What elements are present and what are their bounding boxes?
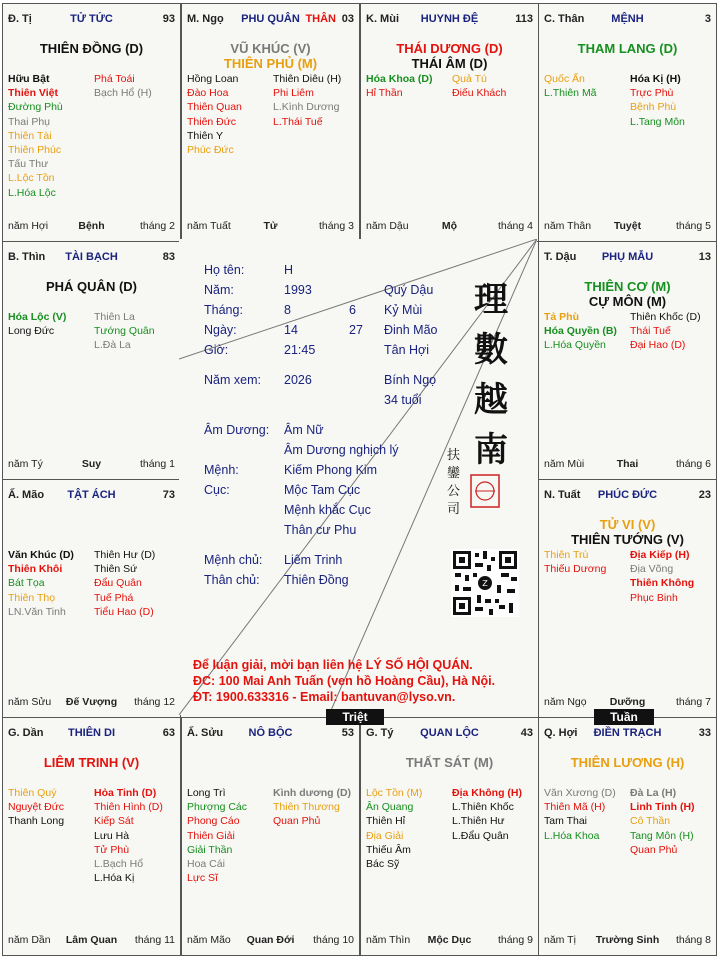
minor-star: Hữu Bật: [8, 73, 50, 85]
star-column-left: [8, 310, 66, 338]
palace-than: [538, 3, 717, 242]
minor-star: Thiên Phúc: [8, 144, 62, 157]
minor-star: Tướng Quân: [94, 325, 155, 338]
value-am-duong-2: Âm Dương nghịch lý: [284, 443, 399, 457]
minor-star: L.Bạch Hổ: [94, 858, 144, 871]
value-nam-can-chi: Quý Dậu: [384, 283, 434, 297]
value-than-chu: Thiên Đồng: [284, 573, 349, 587]
foot-year: năm Dần: [8, 934, 51, 946]
minor-star: Thiên Hình (D): [94, 801, 163, 814]
label-gio: Giờ:: [204, 343, 229, 357]
minor-star: Lực Sĩ: [187, 872, 218, 885]
palace-house-name: THIÊN DI: [67, 727, 116, 739]
palace-number: 73: [162, 489, 175, 501]
palace-position: C. Thân: [544, 13, 585, 25]
palace-number: 33: [698, 727, 711, 739]
value-menh: Kiếm Phong Kim: [284, 463, 378, 477]
palace-position: N. Tuất: [544, 489, 581, 501]
palace-house-name: TẬT ÁCH: [67, 489, 116, 501]
minor-star: LN.Văn Tinh: [8, 605, 66, 618]
foot-stage: Suy: [81, 458, 102, 470]
palace-position: Ấ. Sửu: [187, 727, 224, 739]
minor-star: L.Hóa Khoa: [544, 829, 600, 842]
palace-house-name: HUYNH ĐỆ: [420, 13, 479, 25]
minor-star: Thiên Trù: [544, 549, 589, 561]
minor-star: Tam Thai: [544, 815, 587, 828]
calligraphy-char: 數: [474, 330, 508, 370]
label-am-duong: Âm Dương:: [204, 423, 270, 437]
minor-star: Quả Tú: [452, 73, 487, 85]
palace-house-name: NÔ BỘC: [248, 727, 293, 739]
label-thang: Tháng:: [204, 303, 243, 317]
value-gio-can-chi: Tân Hợi: [384, 343, 430, 357]
foot-stage: Bệnh: [78, 220, 105, 232]
calligraphy-char: 南: [474, 430, 508, 470]
minor-star: Thiên Diêu (H): [273, 73, 342, 85]
value-nam-xem: 2026: [284, 373, 312, 387]
contact-line-1: Để luận giải, mời bạn liên hệ LÝ SỐ HỘI QUÁN.: [193, 658, 473, 672]
value-nam: 1993: [284, 283, 312, 297]
value-cuc-3: Thân cư Phu: [284, 523, 357, 537]
foot-stage: Mộc Dục: [427, 934, 472, 946]
minor-star: Đẩu Quân: [94, 577, 142, 590]
minor-star: Thiên Sứ: [94, 563, 138, 576]
value-menh-chu: Liêm Trinh: [284, 553, 343, 567]
minor-star: Phong Cáo: [187, 815, 240, 828]
foot-month: tháng 4: [497, 220, 533, 232]
star-column-right: [94, 72, 152, 100]
foot-month: tháng 11: [134, 934, 175, 946]
minor-star: L.Lộc Tồn: [8, 172, 55, 185]
value-ngay-am: 27: [349, 323, 363, 337]
minor-star: Thiên Thương: [273, 801, 340, 814]
star-column-right: [630, 72, 685, 129]
star-column-right: [94, 786, 163, 885]
palace-hoi: [538, 717, 717, 956]
value-am-duong: Âm Nữ: [284, 423, 324, 437]
minor-star: Thiên Đức: [187, 115, 237, 128]
star-column-left: [544, 310, 617, 353]
foot-month: tháng 12: [134, 696, 175, 708]
minor-star: Linh Tinh (H): [630, 801, 695, 814]
minor-star: Văn Xương (D): [544, 787, 616, 799]
star-column-right: [94, 310, 155, 353]
minor-star: Thiên Hỉ: [366, 815, 406, 828]
palace-number: 23: [698, 489, 711, 501]
foot-stage: Trường Sinh: [595, 934, 660, 946]
main-star: THIÊN CƠ (M): [584, 279, 671, 294]
foot-year: năm Tý: [8, 458, 43, 470]
star-column-right: [452, 786, 522, 843]
star-column-left: [187, 72, 242, 157]
minor-star: Hóa Quyền (B): [544, 325, 617, 338]
label-menh-chu: Mệnh chủ:: [204, 553, 263, 567]
minor-star: Nguyệt Đức: [8, 801, 65, 814]
calligraphy-char: 理: [474, 280, 508, 320]
palace-house-name: MỆNH: [611, 13, 644, 25]
foot-month: tháng 6: [675, 458, 711, 470]
minor-star: Tiểu Hao (D): [94, 605, 154, 618]
palace-ngo: [181, 3, 360, 242]
palace-position: Đ. Tị: [8, 13, 32, 25]
foot-month: tháng 5: [675, 220, 711, 232]
star-column-left: [544, 786, 616, 843]
minor-star: Đại Hao (D): [630, 339, 686, 352]
contact-line-2: ĐC: 100 Mai Anh Tuấn (ven hồ Hoàng Cầu), Hà Nội.: [193, 674, 496, 688]
palace-mao: [2, 479, 181, 718]
palace-ti: [2, 3, 181, 242]
main-star: THIÊN ĐỒNG (D): [39, 41, 144, 56]
foot-year: năm Dậu: [366, 220, 409, 232]
palace-position: M. Ngọ: [187, 13, 224, 25]
foot-stage: Lâm Quan: [65, 934, 118, 946]
foot-stage: Đế Vượng: [65, 696, 118, 708]
minor-star: Thiên Tài: [8, 129, 52, 142]
star-column-left: [544, 548, 606, 576]
palace-mui: [360, 3, 539, 242]
center-info-panel: [179, 239, 537, 715]
star-column-left: [8, 548, 74, 619]
minor-star: Cô Thần: [630, 815, 671, 828]
minor-star: L.Thiên Hư: [452, 815, 505, 828]
value-ngay-can-chi: Đinh Mão: [384, 323, 438, 337]
minor-star: L.Hóa Lộc: [8, 186, 56, 199]
value-cuc: Mộc Tam Cục: [284, 483, 361, 497]
star-column-right: [630, 786, 695, 857]
minor-star: Đà La (H): [630, 787, 677, 799]
minor-star: Thái Tuế: [630, 325, 671, 338]
minor-star: Thiên Khốc (D): [630, 311, 701, 323]
palace-house-name: TỬ TỨC: [70, 13, 113, 25]
minor-star: Văn Khúc (D): [8, 549, 74, 561]
foot-stage: Quan Đới: [246, 934, 295, 946]
minor-star: Tử Phù: [94, 843, 130, 856]
qr-code-icon: [451, 549, 519, 617]
palace-house-name: TÀI BẠCH: [65, 251, 118, 263]
value-thang-can-chi: Kỷ Mùi: [384, 303, 423, 317]
minor-star: Hồng Loan: [187, 73, 239, 85]
star-column-left: [8, 786, 64, 829]
minor-star: Trực Phù: [630, 87, 674, 100]
palace-number: 83: [162, 251, 175, 263]
minor-star: Hóa Khoa (D): [366, 73, 433, 85]
minor-star: Phúc Đức: [187, 144, 234, 157]
minor-star: Tấu Thư: [8, 158, 49, 171]
value-thang-am: 6: [349, 303, 356, 317]
palace-house-name: PHỤ MẪU: [601, 251, 654, 263]
minor-star: Phá Toái: [94, 73, 135, 85]
minor-star: Ân Quang: [366, 801, 414, 814]
palace-number: 93: [162, 13, 175, 25]
minor-star: Kình dương (D): [273, 787, 352, 799]
minor-star: Địa Kiếp (H): [630, 549, 690, 561]
minor-star: Hóa Kị (H): [630, 73, 681, 85]
foot-stage: Dưỡng: [609, 696, 646, 708]
minor-star: Thiên Hư (D): [94, 549, 156, 561]
minor-star: L.Hóa Kị: [94, 872, 135, 885]
foot-year: năm Tị: [544, 934, 576, 946]
foot-month: tháng 3: [318, 220, 354, 232]
foot-year: năm Mão: [187, 934, 231, 946]
foot-year: năm Sửu: [8, 696, 52, 708]
palace-number: 63: [162, 727, 175, 739]
minor-star: Hóa Lộc (V): [8, 311, 67, 323]
value-tuoi: 34 tuổi: [384, 393, 422, 407]
minor-star: Thiên Khôi: [8, 563, 63, 576]
minor-star: Thiếu Âm: [366, 843, 411, 856]
minor-star: Hoa Cái: [187, 858, 225, 871]
minor-star: Tang Môn (H): [630, 829, 694, 842]
palace-thin: [2, 241, 181, 480]
palace-ty: [360, 717, 539, 956]
minor-star: Thai Phụ: [8, 115, 51, 128]
foot-stage: Tuyệt: [613, 220, 642, 232]
star-column-right: [630, 548, 694, 605]
palace-position: Ấ. Mão: [8, 489, 45, 501]
contact-line-3: ĐT: 1900.633316 - Email: bantuvan@lyso.vn.: [193, 690, 456, 704]
minor-star: Đào Hoa: [187, 87, 229, 100]
minor-star: L.Kình Dương: [273, 101, 340, 114]
main-star: THIÊN PHỦ (M): [223, 56, 318, 71]
star-column-left: [366, 786, 422, 871]
minor-star: L.Đà La: [94, 339, 131, 352]
minor-star: Long Trì: [187, 787, 226, 799]
minor-star: Thiên Giải: [187, 829, 235, 842]
main-star: THẤT SÁT (M): [405, 755, 494, 770]
minor-star: Địa Giải: [366, 829, 404, 842]
palace-house-name: QUAN LỘC: [420, 727, 479, 739]
minor-star: Phượng Các: [187, 801, 248, 814]
main-star: THIÊN TƯỚNG (V): [571, 532, 684, 547]
tuan-badge: Tuần: [594, 709, 654, 725]
minor-star: Thiên Mã (H): [544, 801, 606, 814]
svg-text:Z: Z: [482, 579, 488, 588]
palace-number: 43: [520, 727, 533, 739]
minor-star: Tuế Phá: [94, 591, 134, 604]
minor-star: Giải Thần: [187, 843, 233, 856]
label-ngay: Ngày:: [204, 323, 237, 337]
palace-suu: [181, 717, 360, 956]
label-nam-xem: Năm xem:: [204, 373, 261, 387]
minor-star: Thiếu Dương: [544, 563, 607, 576]
palace-house-name: ĐIỀN TRẠCH: [593, 727, 662, 739]
minor-star: L.Hóa Quyền: [544, 339, 606, 352]
palace-position: K. Mùi: [366, 13, 399, 25]
palace-dau: [538, 241, 717, 480]
minor-star: Thiên La: [94, 311, 135, 323]
label-cuc: Cục:: [204, 483, 230, 497]
main-star: TỬ VI (V): [599, 517, 656, 532]
palace-number: 13: [698, 251, 711, 263]
foot-month: tháng 7: [675, 696, 711, 708]
palace-number: 53: [341, 727, 354, 739]
foot-month: tháng 9: [497, 934, 533, 946]
main-star: PHÁ QUÂN (D): [46, 279, 137, 294]
minor-star: Thiên Không: [630, 577, 695, 590]
foot-stage: Mộ: [441, 220, 458, 232]
star-column-right: [94, 548, 155, 619]
than-marker: THÂN: [305, 13, 336, 25]
foot-year: năm Mùi: [544, 458, 585, 470]
minor-star: Thanh Long: [8, 815, 65, 828]
minor-star: L.Tang Môn: [630, 115, 685, 128]
minor-star: Quan Phủ: [630, 843, 678, 856]
foot-year: năm Thìn: [366, 934, 411, 946]
main-star: THÁI DƯƠNG (D): [396, 41, 503, 56]
minor-star: L.Đẩu Quân: [452, 829, 509, 842]
minor-star: Hỏa Tinh (D): [94, 787, 157, 799]
label-nam: Năm:: [204, 283, 234, 297]
minor-star: Thiên Quan: [187, 101, 242, 114]
minor-star: Tả Phù: [544, 311, 580, 323]
minor-star: Phi Liêm: [273, 87, 314, 100]
foot-month: tháng 2: [139, 220, 175, 232]
label-than-chu: Thân chủ:: [204, 573, 260, 587]
palace-position: G. Dần: [8, 727, 44, 739]
star-column-right: [273, 72, 341, 129]
minor-star: Thiên Y: [187, 129, 223, 142]
minor-star: Thiên Quý: [8, 787, 57, 799]
minor-star: Đường Phù: [8, 101, 63, 114]
red-seal-stamp: [471, 475, 499, 507]
main-star: CỰ MÔN (M): [588, 294, 667, 309]
star-column-left: [8, 72, 63, 200]
value-cuc-2: Mệnh khắc Cục: [284, 503, 371, 517]
value-nam-xem-can-chi: Bính Ngọ: [384, 373, 437, 387]
star-column-right: [452, 72, 506, 100]
palace-dan: [2, 717, 181, 956]
main-star: THIÊN LƯƠNG (H): [570, 755, 685, 770]
minor-star: Bác Sỹ: [366, 858, 400, 871]
palace-tuat: [538, 479, 717, 718]
minor-star: L.Thiên Mã: [544, 87, 597, 100]
palace-number: 03: [341, 13, 354, 25]
label-menh: Mệnh:: [204, 463, 239, 477]
minor-star: Quốc Ấn: [544, 73, 585, 85]
palace-number: 113: [515, 13, 533, 25]
main-star: THÁI ÂM (D): [411, 56, 488, 71]
minor-star: Bệnh Phù: [630, 101, 677, 114]
main-star: THAM LANG (D): [577, 41, 678, 56]
seal-small-text: 扶 鑾 公 司: [447, 448, 461, 517]
foot-month: tháng 8: [675, 934, 711, 946]
value-gio: 21:45: [284, 343, 316, 357]
value-thang: 8: [284, 303, 291, 317]
minor-star: Quan Phủ: [273, 815, 321, 828]
minor-star: L.Thái Tuế: [273, 115, 323, 128]
minor-star: Thiên Thọ: [8, 591, 56, 604]
star-column-left: [544, 72, 597, 100]
star-column-right: [630, 310, 701, 353]
foot-month: tháng 1: [139, 458, 175, 470]
foot-month: tháng 10: [313, 934, 354, 946]
calligraphy-char: 越: [474, 380, 508, 420]
main-star: VŨ KHÚC (V): [230, 41, 311, 56]
minor-star: Địa Võng: [630, 563, 674, 576]
minor-star: Bát Tọa: [8, 577, 45, 590]
foot-year: năm Tuất: [187, 220, 231, 232]
star-column-left: [187, 786, 247, 885]
star-column-right: [273, 786, 351, 829]
palace-position: T. Dậu: [544, 251, 577, 263]
minor-star: L.Thiên Khốc: [452, 801, 514, 814]
star-column-left: [366, 72, 433, 100]
foot-stage: Thai: [616, 458, 639, 470]
minor-star: Thiên Việt: [8, 87, 58, 100]
palace-position: B. Thìn: [8, 251, 46, 263]
minor-star: Bạch Hổ (H): [94, 87, 152, 100]
foot-year: năm Ngọ: [544, 696, 587, 708]
minor-star: Phục Binh: [630, 591, 678, 604]
minor-star: Điếu Khách: [452, 87, 507, 100]
minor-star: Kiếp Sát: [94, 815, 134, 828]
foot-year: năm Hợi: [8, 220, 49, 232]
triet-badge: Triệt: [326, 709, 384, 725]
calligraphy-title: [471, 275, 511, 475]
minor-star: Lộc Tồn (M): [366, 787, 423, 799]
palace-number: 3: [704, 13, 711, 25]
palace-position: Q. Hợi: [544, 727, 578, 739]
palace-house-name: PHU QUÂN: [241, 13, 300, 25]
label-ho-ten: Họ tên:: [204, 263, 245, 277]
minor-star: Lưu Hà: [94, 829, 130, 842]
value-ngay: 14: [284, 323, 298, 337]
palace-house-name: PHÚC ĐỨC: [597, 489, 658, 501]
main-star: LIÊM TRINH (V): [43, 755, 140, 770]
minor-star: Long Đức: [8, 325, 55, 338]
foot-year: năm Thân: [544, 220, 592, 232]
value-ho-ten: H: [284, 263, 294, 277]
foot-stage: Tử: [263, 220, 278, 232]
minor-star: Hỉ Thần: [366, 87, 403, 100]
minor-star: Địa Không (H): [452, 787, 522, 799]
palace-position: G. Tý: [366, 727, 394, 739]
